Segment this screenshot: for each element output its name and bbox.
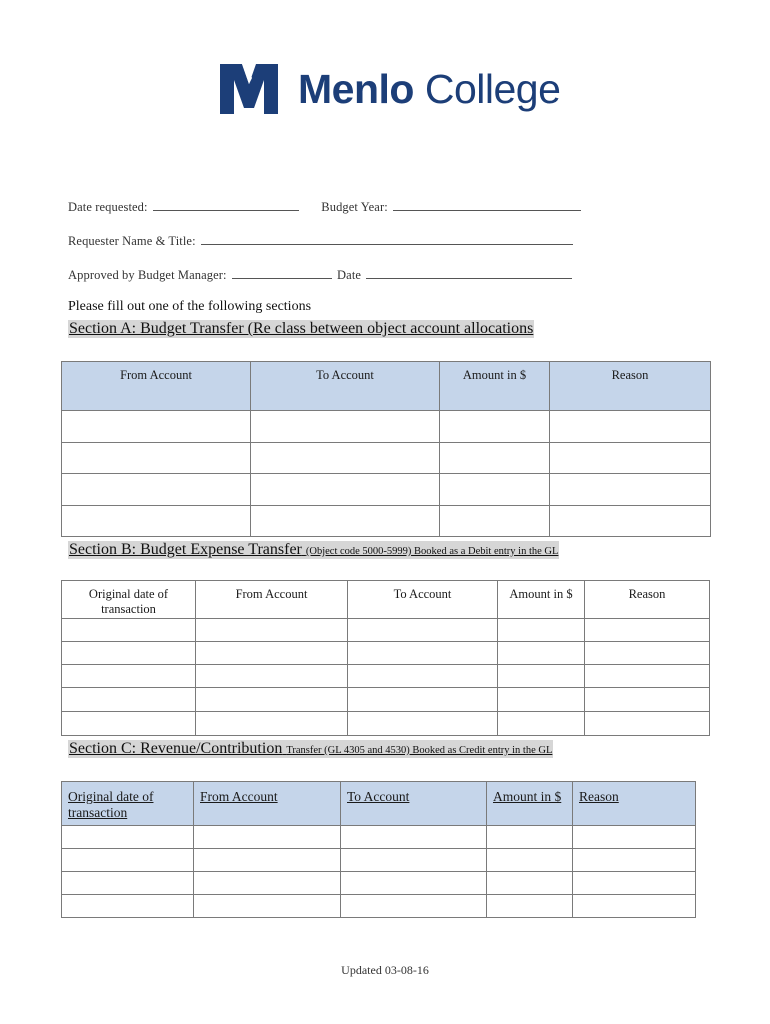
- date-requested-label: Date requested:: [68, 200, 148, 214]
- table-row: [62, 849, 696, 872]
- table-row: [62, 642, 710, 665]
- table-cell[interactable]: [498, 712, 585, 736]
- table-cell[interactable]: [62, 443, 251, 474]
- section-c-table: [61, 781, 696, 918]
- table-cell[interactable]: [194, 895, 341, 918]
- table-row: [62, 411, 711, 443]
- section-a-header-to: To Account: [251, 362, 440, 411]
- table-cell[interactable]: [196, 712, 348, 736]
- table-row: [62, 443, 711, 474]
- table-cell[interactable]: [341, 826, 487, 849]
- table-cell[interactable]: [550, 443, 711, 474]
- table-cell[interactable]: [348, 619, 498, 642]
- table-row: [62, 895, 696, 918]
- table-cell[interactable]: [348, 712, 498, 736]
- section-a-header-amount: Amount in $: [440, 362, 550, 411]
- section-a-header-reason: Reason: [550, 362, 711, 411]
- section-c-header-date: Original date of transaction: [62, 782, 194, 826]
- requester-field[interactable]: [201, 233, 573, 245]
- budget-year-field[interactable]: [393, 199, 581, 211]
- table-cell[interactable]: [550, 474, 711, 506]
- table-cell[interactable]: [498, 665, 585, 688]
- table-cell[interactable]: [194, 849, 341, 872]
- table-cell[interactable]: [196, 619, 348, 642]
- instruction-text: Please fill out one of the following sections: [68, 299, 312, 314]
- table-cell[interactable]: [194, 826, 341, 849]
- table-cell[interactable]: [440, 474, 550, 506]
- table-cell[interactable]: [550, 506, 711, 537]
- section-c-title: Section C: Revenue/Contribution Transfer (GL 4305 and 4530) Booked as Credit entry in the GL: [69, 740, 553, 757]
- menlo-m-logo-icon: [220, 64, 278, 114]
- date-label: Date: [337, 268, 362, 282]
- table-cell[interactable]: [348, 665, 498, 688]
- table-cell[interactable]: [498, 688, 585, 712]
- table-cell[interactable]: [62, 895, 194, 918]
- table-cell[interactable]: [194, 872, 341, 895]
- table-cell[interactable]: [498, 619, 585, 642]
- table-cell[interactable]: [487, 826, 573, 849]
- table-cell[interactable]: [585, 665, 710, 688]
- footer-updated-date: Updated 03-08-16: [341, 963, 429, 977]
- menlo-college-logo: [220, 64, 560, 116]
- section-b-subtitle: (Object code 5000-5999) Booked as a Debit entry in the GL: [305, 546, 559, 557]
- table-cell[interactable]: [440, 443, 550, 474]
- table-cell[interactable]: [62, 474, 251, 506]
- table-row: [62, 872, 696, 895]
- table-cell[interactable]: [62, 688, 196, 712]
- section-a-title: Section A: Budget Transfer (Re class between object account allocations: [69, 320, 534, 337]
- section-b-title: Section B: Budget Expense Transfer (Object code 5000-5999) Booked as a Debit entry in the GL: [69, 541, 559, 558]
- budget-year-label: Budget Year:: [321, 200, 388, 214]
- section-c-header-reason: Reason: [573, 782, 696, 826]
- table-cell[interactable]: [440, 506, 550, 537]
- table-cell[interactable]: [487, 849, 573, 872]
- table-cell[interactable]: [62, 506, 251, 537]
- section-a-header-from: From Account: [62, 362, 251, 411]
- table-row: [62, 506, 711, 537]
- table-cell[interactable]: [341, 872, 487, 895]
- table-cell[interactable]: [573, 826, 696, 849]
- date-requested-line: [68, 199, 583, 215]
- requester-label: Requester Name & Title:: [68, 234, 196, 248]
- table-cell[interactable]: [196, 665, 348, 688]
- table-cell[interactable]: [251, 506, 440, 537]
- table-cell[interactable]: [196, 642, 348, 665]
- section-b-header-to: To Account: [348, 581, 498, 619]
- table-cell[interactable]: [585, 619, 710, 642]
- table-cell[interactable]: [251, 443, 440, 474]
- table-cell[interactable]: [251, 411, 440, 443]
- table-cell[interactable]: [573, 849, 696, 872]
- section-a-table: [61, 361, 711, 537]
- requester-line: [68, 233, 575, 249]
- approved-by-field[interactable]: [232, 267, 332, 279]
- approval-line: [68, 267, 574, 283]
- section-b-header-reason: Reason: [585, 581, 710, 619]
- section-b-header-amount: Amount in $: [498, 581, 585, 619]
- table-cell[interactable]: [62, 849, 194, 872]
- table-cell[interactable]: [341, 849, 487, 872]
- table-cell[interactable]: [585, 688, 710, 712]
- table-cell[interactable]: [487, 872, 573, 895]
- table-cell[interactable]: [341, 895, 487, 918]
- table-cell[interactable]: [573, 872, 696, 895]
- logo-wordmark: Menlo College: [298, 66, 561, 112]
- table-row: [62, 712, 710, 736]
- table-cell[interactable]: [585, 642, 710, 665]
- approved-by-label: Approved by Budget Manager:: [68, 268, 227, 282]
- section-c-header-to: To Account: [341, 782, 487, 826]
- table-cell[interactable]: [62, 642, 196, 665]
- section-b-header-from: From Account: [196, 581, 348, 619]
- table-cell[interactable]: [487, 895, 573, 918]
- table-row: [62, 619, 710, 642]
- table-row: [62, 474, 711, 506]
- table-cell[interactable]: [62, 826, 194, 849]
- section-b-header-date: Original date of transaction: [62, 581, 196, 619]
- table-cell[interactable]: [62, 411, 251, 443]
- table-cell[interactable]: [251, 474, 440, 506]
- table-cell[interactable]: [440, 411, 550, 443]
- table-cell[interactable]: [196, 688, 348, 712]
- section-b-table: [61, 580, 710, 736]
- table-cell[interactable]: [348, 688, 498, 712]
- table-row: [62, 688, 710, 712]
- table-cell[interactable]: [550, 411, 711, 443]
- table-cell[interactable]: [498, 642, 585, 665]
- table-cell[interactable]: [62, 665, 196, 688]
- table-row: [62, 665, 710, 688]
- table-cell[interactable]: [573, 895, 696, 918]
- date-requested-field[interactable]: [153, 199, 299, 211]
- table-row: [62, 826, 696, 849]
- table-cell[interactable]: [62, 712, 196, 736]
- section-c-header-amount: Amount in $: [487, 782, 573, 826]
- section-c-header-from: From Account: [194, 782, 341, 826]
- section-c-subtitle: Transfer (GL 4305 and 4530) Booked as Credit entry in the GL: [286, 745, 553, 756]
- date-field[interactable]: [366, 267, 572, 279]
- table-cell[interactable]: [62, 619, 196, 642]
- table-cell[interactable]: [348, 642, 498, 665]
- table-cell[interactable]: [585, 712, 710, 736]
- table-cell[interactable]: [62, 872, 194, 895]
